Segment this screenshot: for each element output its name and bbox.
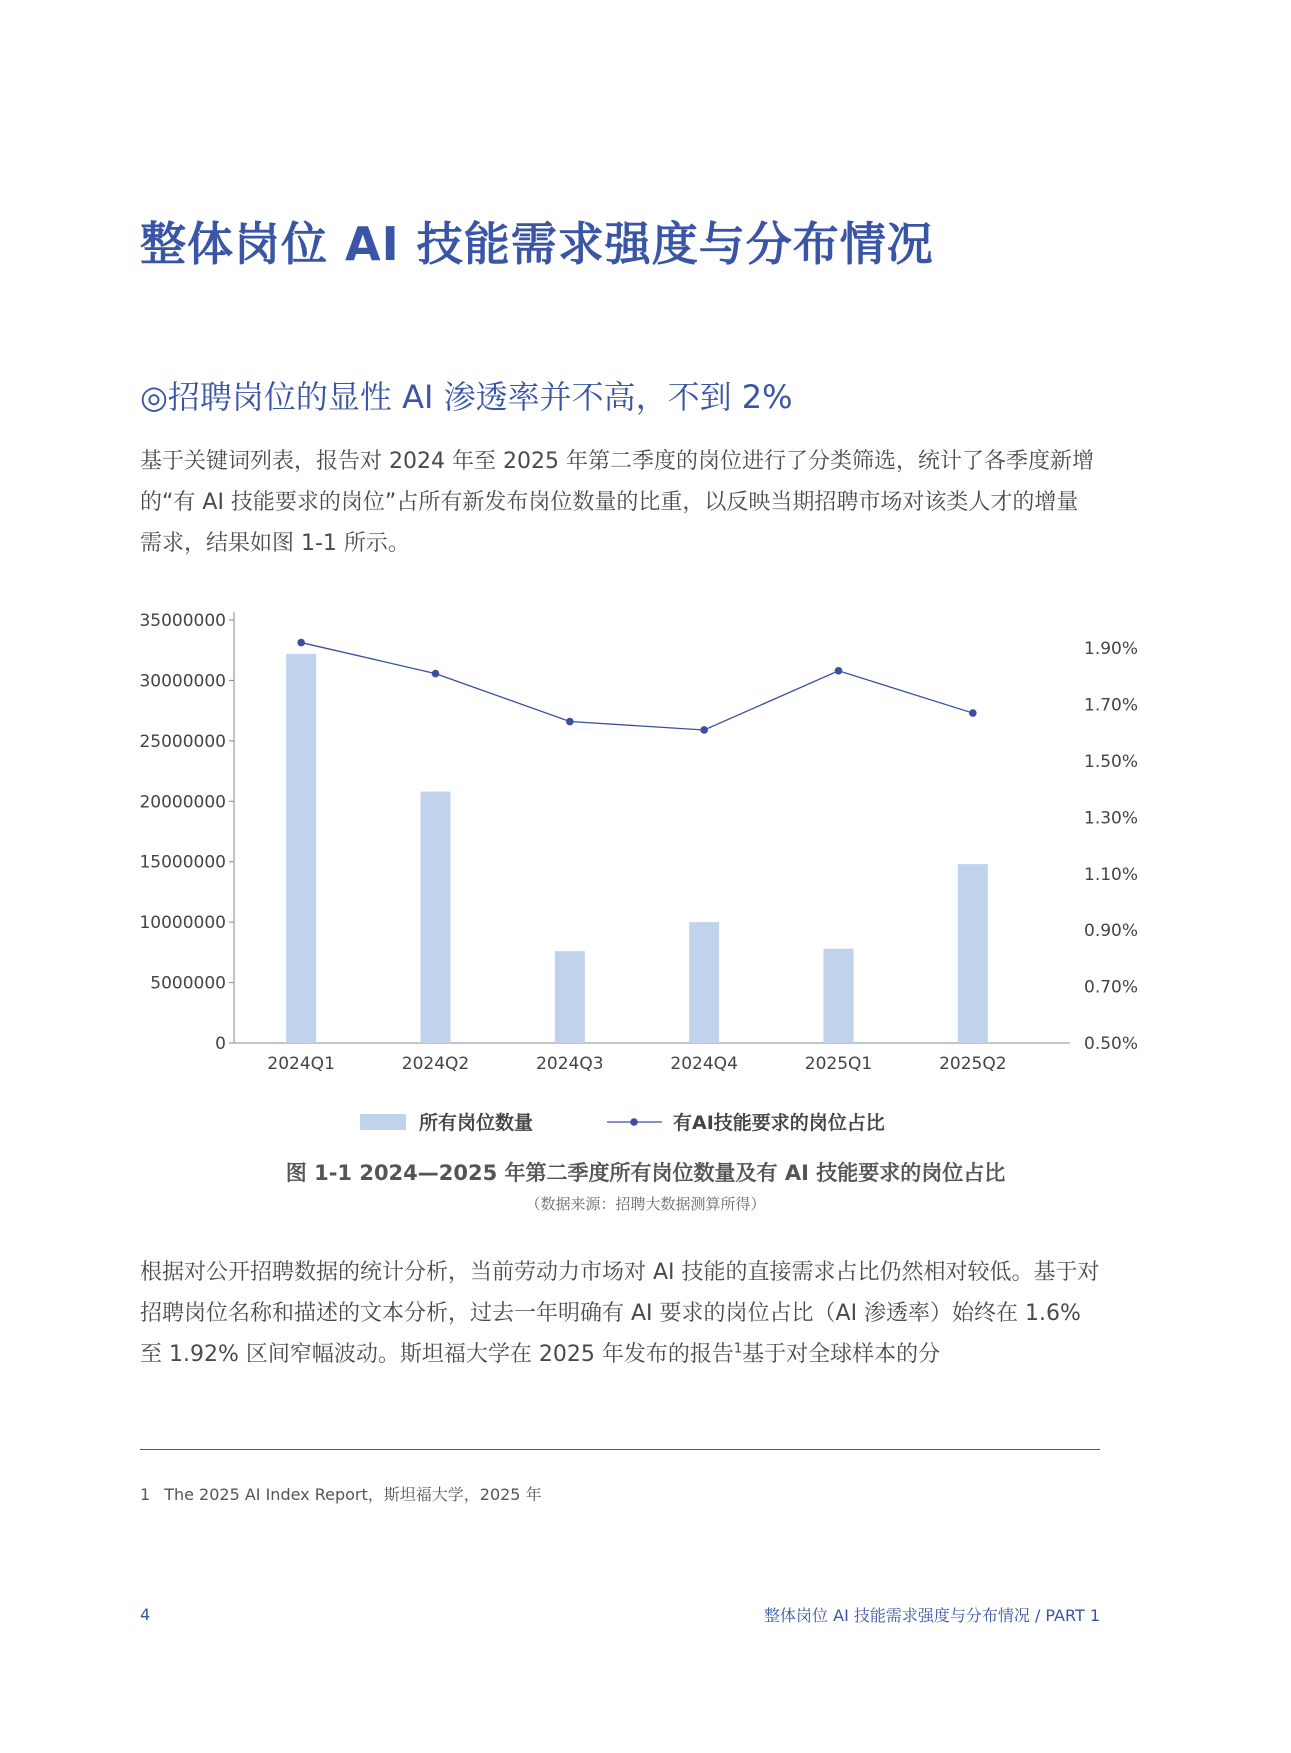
bar [286,654,316,1043]
analysis-text-continued: 基于对全球样本的分 [742,1342,941,1367]
x-tick-label: 2024Q2 [401,1054,470,1074]
running-header: 整体岗位 AI 技能需求强度与分布情况 / PART 1 [764,1606,1100,1625]
x-tick-label: 2025Q1 [804,1054,873,1074]
bar [421,792,451,1043]
y-right-tick-label: 1.50% [1084,752,1139,772]
y-left-tick-label: 25000000 [139,731,226,752]
bar [555,951,585,1043]
footnote-number: 1 [140,1485,151,1504]
line-point [969,709,977,717]
intro-paragraph: 基于关键词列表，报告对 2024 年至 2025 年第二季度的岗位进行了分类筛选，统计了各季度新增的“有 AI 技能要求的岗位”占所有新发布岗位数量的比重，以反映当期招聘市场对该类人才的增量需求，结果如图 1-1 所示。 [140,449,1094,556]
y-left-tick-label: 5000000 [150,973,226,994]
y-right-tick-label: 1.90% [1084,639,1139,660]
y-left-tick-label: 20000000 [139,792,226,813]
bar [958,864,988,1043]
x-tick-label: 2024Q3 [536,1054,604,1074]
line-point [566,718,574,726]
bar [824,949,854,1043]
y-left-tick-label: 15000000 [139,852,226,873]
footnote-ref[interactable]: 1 [733,1341,743,1357]
line-point [432,670,440,678]
y-right-tick-label: 1.10% [1084,864,1139,885]
legend-label-line: 有AI技能要求的岗位占比 [673,1112,885,1134]
x-tick-label: 2024Q1 [267,1054,335,1074]
page-number: 4 [140,1605,151,1624]
chart-figure [120,600,1139,1160]
combo-chart [120,600,1139,1160]
y-left-tick-label: 30000000 [139,671,226,692]
bar [689,922,719,1043]
figure-source: （数据来源：招聘大数据测算所得） [525,1195,766,1213]
y-right-tick-label: 0.50% [1084,1034,1139,1054]
line-point [835,667,843,675]
legend-swatch-bars [360,1114,406,1130]
y-right-tick-label: 1.30% [1084,808,1139,829]
legend-swatch-point [630,1118,638,1126]
section-heading: ◎招聘岗位的显性 AI 渗透率并不高，不到 2% [140,378,793,416]
x-tick-label: 2025Q2 [939,1054,1007,1074]
footnote-divider [140,1449,1100,1450]
figure-caption: 图 1-1 2024—2025 年第二季度所有岗位数量及有 AI 技能要求的岗位占比 [285,1161,1006,1185]
legend-label-bars: 所有岗位数量 [419,1112,534,1134]
page-title: 整体岗位 AI 技能需求强度与分布情况 [140,217,934,271]
y-left-tick-label: 10000000 [139,913,226,934]
line-point [297,639,305,647]
analysis-paragraph [140,1252,1100,1375]
line-series [301,643,973,730]
footnote-text: The 2025 AI Index Report，斯坦福大学，2025 年 [164,1485,542,1504]
y-left-tick-label: 35000000 [139,611,226,631]
line-point [700,726,708,734]
analysis-text: 根据对公开招聘数据的统计分析，当前劳动力市场对 AI 技能的直接需求占比仍然相对较低。基于对招聘岗位名称和描述的文本分析，过去一年明确有 AI 要求的岗位占比（AI 渗透率）始终在 1.6% 至 1.92% 区间窄幅波动。斯坦福大学在 2025 年发布的报告 [140,1260,1100,1367]
x-tick-label: 2024Q4 [670,1054,738,1074]
y-right-tick-label: 0.90% [1084,921,1139,942]
footnote [140,1482,542,1505]
y-right-tick-label: 1.70% [1084,695,1139,716]
y-left-tick-label: 0 [215,1034,226,1054]
y-right-tick-label: 0.70% [1084,977,1139,998]
